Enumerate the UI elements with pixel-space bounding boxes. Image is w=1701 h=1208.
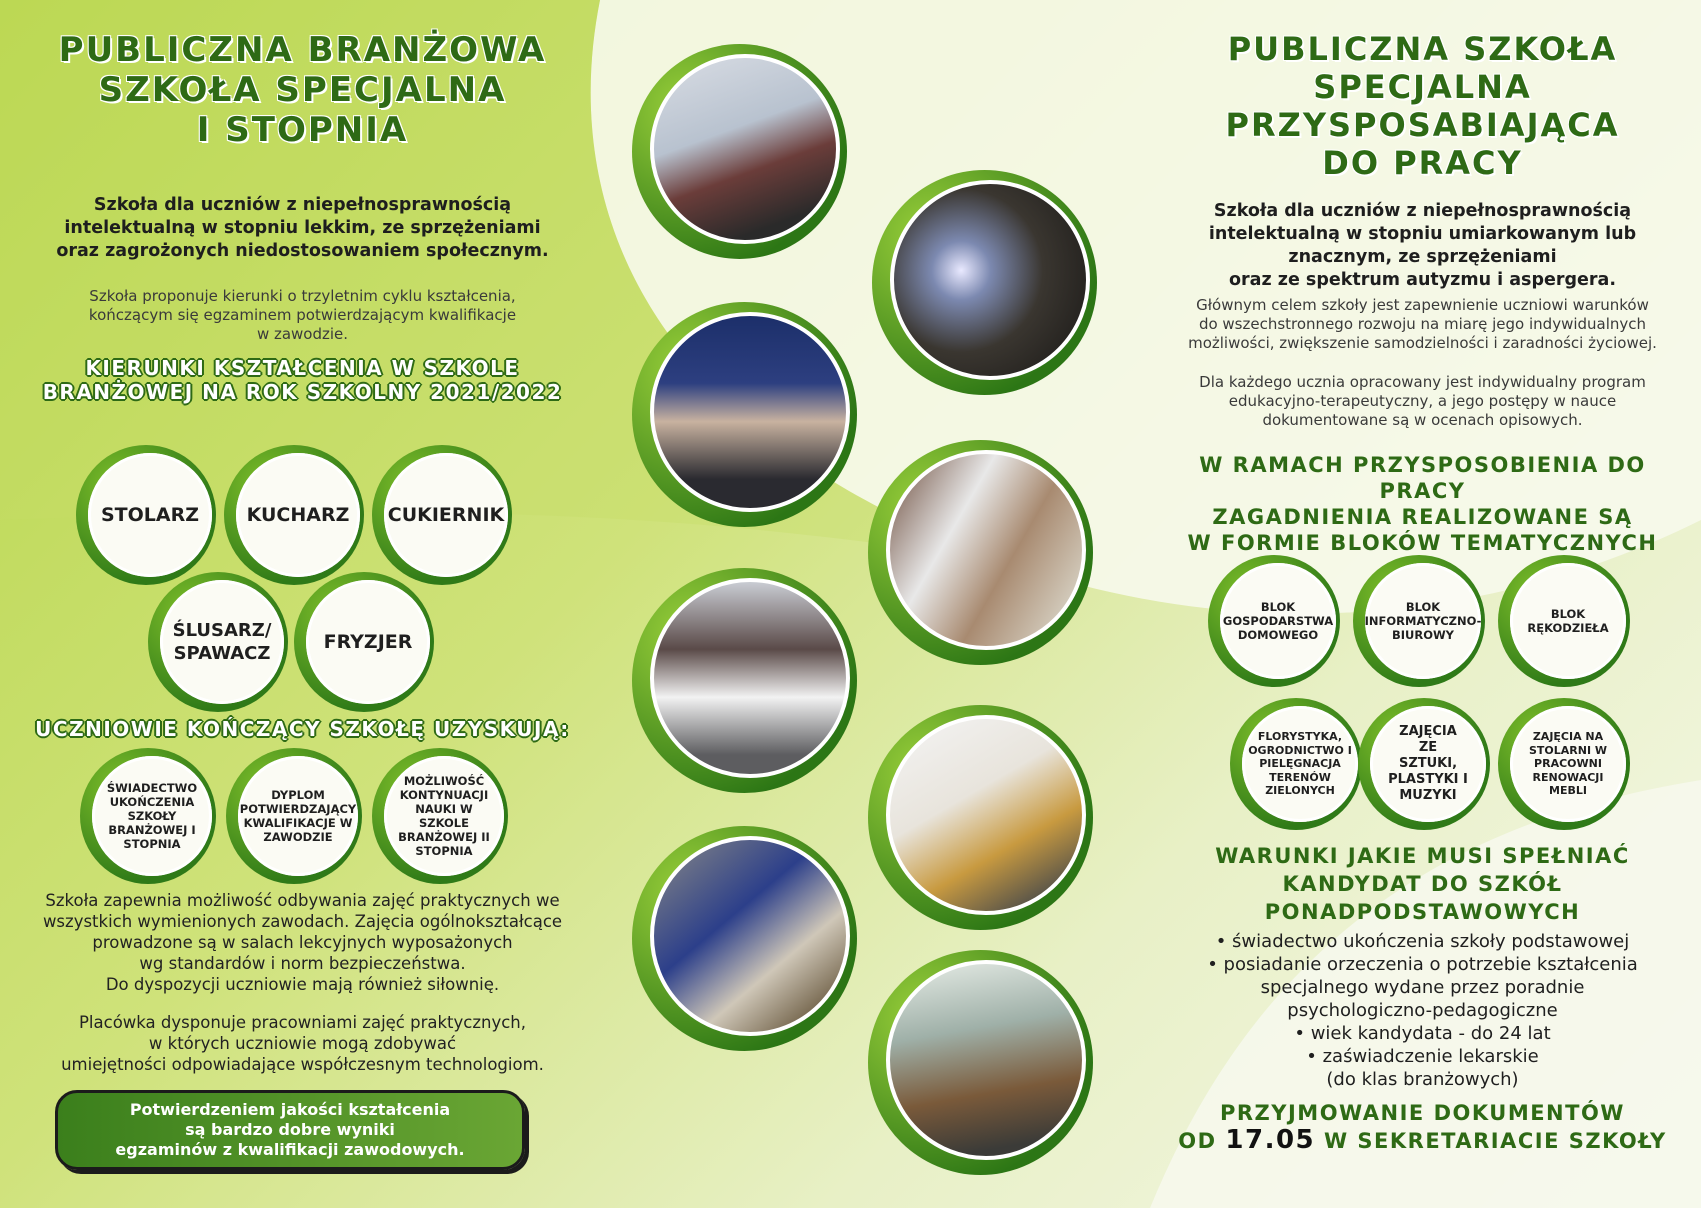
condition-item: • posiadanie orzeczenia o potrzebie kształcenia <box>1207 954 1638 975</box>
right-program: Dla każdego ucznia opracowany jest indywidualny program edukacyjno-terapeutyczny, a jego postępy w nauce dokumentowane są w ocenach opisowych. <box>1199 373 1646 429</box>
admission-title: PRZYJMOWANIE DOKUMENTÓW <box>1220 1101 1625 1125</box>
block-label: BLOK INFORMATYCZNO-BIUROWY <box>1364 600 1482 642</box>
graduate-item-continuation <box>372 748 508 884</box>
photo-car-workshop <box>650 578 850 778</box>
left-title: PUBLICZNA BRANŻOWA SZKOŁA SPECJALNA I STOPNIA <box>58 30 547 150</box>
photo-metalwork <box>650 836 850 1036</box>
admission-date-line: OD 17.05 W SEKRETARIACIE SZKOŁY <box>1178 1125 1667 1155</box>
profession-fryzjer <box>294 572 434 712</box>
condition-item: • zaświadczenie lekarskie <box>1306 1046 1539 1067</box>
practice-text: Szkoła zapewnia możliwość odbywania zajęć praktycznych we wszystkich wymienionych zawodach. Zajęcia ogólnokształcące prowadzone są w salach lekcyjnych wyposażonych wg standardów i norm bezpieczeństwa. Do dyspozycji uczniowie mają również siłownię. <box>42 891 563 994</box>
profession-kucharz <box>224 445 364 585</box>
photo-alpaca <box>886 450 1086 650</box>
graduate-label: MOŻLIWOŚĆ KONTYNUACJI NAUKI W SZKOLE BRANŻOWEJ II STOPNIA <box>398 774 490 858</box>
block-art <box>1358 698 1490 830</box>
conditions-list <box>1160 930 1685 1091</box>
profession-stolarz <box>76 445 216 585</box>
graduate-label: ŚWIADECTWO UKOŃCZENIA SZKOŁY BRANŻOWEJ I STOPNIA <box>106 781 198 851</box>
condition-item: specjalnego wydane przez poradnie <box>1260 977 1585 998</box>
profession-label: KUCHARZ <box>246 504 350 526</box>
photo-frame <box>872 170 1097 395</box>
graduate-item-diploma <box>226 748 362 884</box>
profession-slusarz <box>148 572 288 712</box>
right-lead: Szkoła dla uczniów z niepełnosprawnością intelektualną w stopniu umiarkowanym lub znacznym, ze sprzężeniami oraz ze spektrum autyzmu i aspergera. <box>1208 201 1637 290</box>
condition-item: (do klas branżowych) <box>1326 1069 1519 1090</box>
left-lead: Szkoła dla uczniów z niepełnosprawnością intelektualną w stopniu lekkim, ze sprzężeniami oraz zagrożonych niedostosowaniem społecznym. <box>56 195 549 261</box>
profession-label: CUKIERNIK <box>387 504 505 526</box>
photo-independence-day <box>650 312 850 512</box>
block-floristry <box>1230 698 1362 830</box>
left-intro: Szkoła proponuje kierunki o trzyletnim cyklu kształcenia, kończącym się egzaminem potwierdzającym kwalifikacje w zawodzie. <box>88 287 517 343</box>
admission-date: 17.05 <box>1225 1125 1316 1155</box>
block-handicraft <box>1498 555 1630 687</box>
photo-welding <box>890 180 1090 380</box>
photo-kitchen <box>886 715 1086 915</box>
block-label: ZAJĘCIA NA STOLARNI W PRACOWNI RENOWACJI MEBLI <box>1528 730 1608 798</box>
profession-label: FRYZJER <box>323 631 413 653</box>
photo-frame <box>632 44 847 259</box>
block-label: ZAJĘCIA ZE SZTUKI, PLASTYKI I MUZYKI <box>1388 724 1468 803</box>
conditions-title: WARUNKI JAKIE MUSI SPEŁNIAĆ KANDYDAT DO SZKÓŁ PONADPODSTAWOWYCH <box>1215 844 1630 924</box>
photo-frame <box>632 568 857 793</box>
photo-frame <box>868 950 1093 1175</box>
quality-box: Potwierdzeniem jakości kształcenia są bardzo dobre wyniki egzaminów z kwalifikacji zawodowych. <box>55 1090 525 1170</box>
photo-frame <box>868 440 1093 665</box>
photo-frame <box>868 705 1093 930</box>
condition-item: • wiek kandydata - do 24 lat <box>1294 1023 1551 1044</box>
graduate-label: DYPLOM POTWIERDZAJĄCY KWALIFIKACJE W ZAWODZIE <box>239 788 357 844</box>
block-label: FLORYSTYKA, OGRODNICTWO I PIELĘGNACJA TERENÓW ZIELONYCH <box>1248 730 1352 798</box>
left-column <box>20 30 585 404</box>
graduates-title: UCZNIOWIE KOŃCZĄCY SZKOŁĘ UZYSKUJĄ: <box>35 717 570 741</box>
condition-item: • świadectwo ukończenia szkoły podstawowej <box>1215 931 1630 952</box>
right-title: PUBLICZNA SZKOŁA SPECJALNA PRZYSPOSABIAJĄCA DO PRACY <box>1225 30 1620 182</box>
graduate-item-certificate <box>80 748 216 884</box>
right-column <box>1160 30 1685 556</box>
photo-frame <box>632 826 857 1051</box>
profession-label: STOLARZ <box>100 504 199 526</box>
directions-title: KIERUNKI KSZTAŁCENIA W SZKOLE BRANŻOWEJ NA ROK SZKOLNY 2021/2022 <box>42 356 563 404</box>
photo-gym <box>650 54 840 244</box>
photo-frame <box>632 302 857 527</box>
block-it-office <box>1353 555 1485 687</box>
blocks-title: W RAMACH PRZYSPOSOBIENIA DO PRACY ZAGADNIENIA REALIZOWANE SĄ W FORMIE BLOKÓW TEMATYCZNYCH <box>1187 453 1658 555</box>
profession-label: ŚLUSARZ/ SPAWACZ <box>172 620 272 664</box>
facility-text: Placówka dysponuje pracowniami zajęć praktycznych, w których uczniowie mogą zdobywać umiejętności odpowiadające współczesnym technologiom. <box>61 1013 544 1074</box>
block-household <box>1208 555 1340 687</box>
right-goal: Głównym celem szkoły jest zapewnienie uczniowi warunków do wszechstronnego rozwoju na miarę jego indywidualnych możliwości, zwiększenie samodzielności i zaradności życiowej. <box>1188 296 1657 352</box>
block-label: BLOK GOSPODARSTWA DOMOWEGO <box>1222 600 1334 642</box>
condition-item: psychologiczno-pedagogiczne <box>1287 1000 1558 1021</box>
profession-cukiernik <box>372 445 512 585</box>
block-label: BLOK RĘKODZIEŁA <box>1527 607 1609 635</box>
photo-carpentry-workshop <box>886 960 1086 1160</box>
block-carpentry <box>1498 698 1630 830</box>
